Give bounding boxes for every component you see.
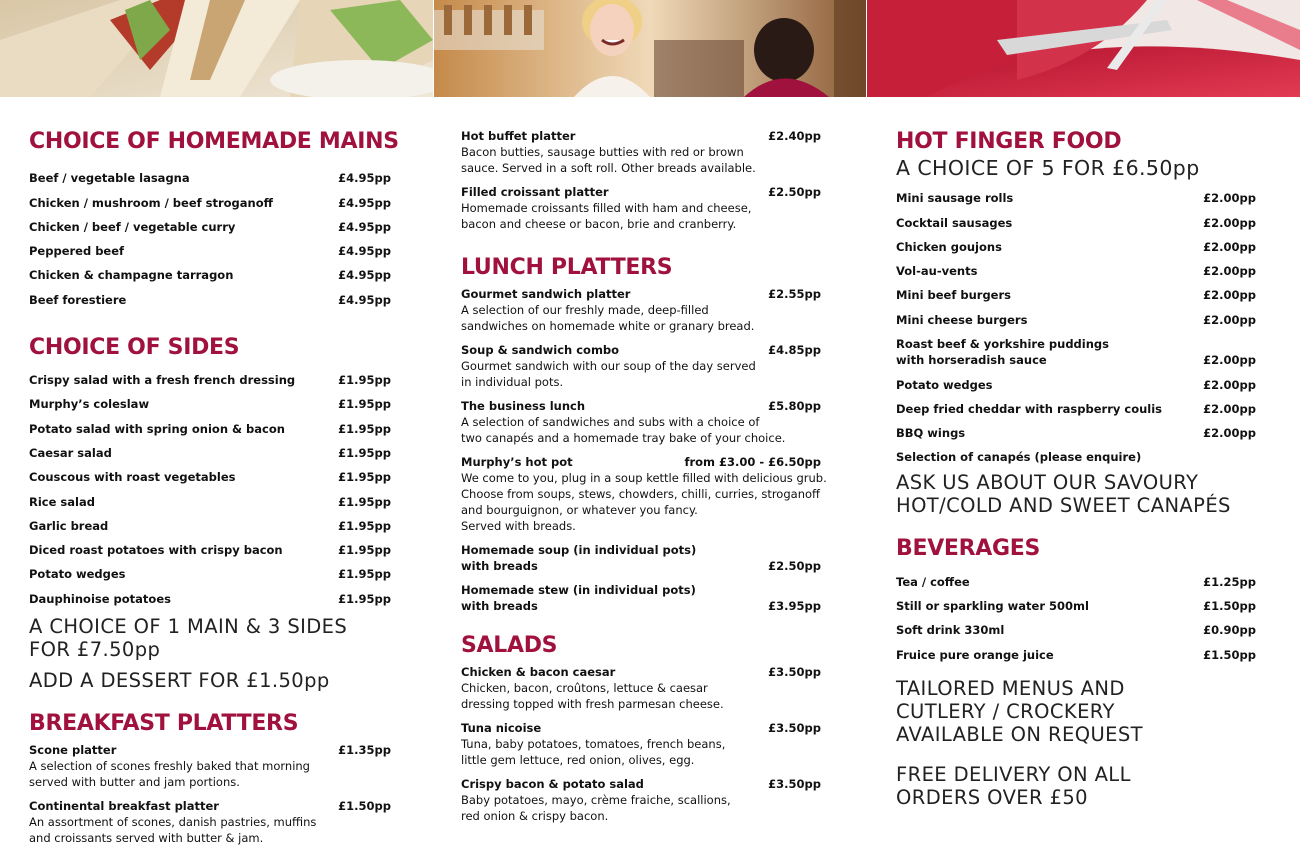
list-item: Chicken / beef / vegetable curry £4.95pp [29,219,391,234]
list-item: Potato wedges £2.00pp [896,377,1256,392]
menu-item: Soup & sandwich combo £4.85pp Gourmet sandwich with our soup of the day served in individual pots. [461,343,821,389]
list-item: Potato wedges £1.95pp [29,567,391,582]
list-item: Mini cheese burgers £2.00pp [896,312,1256,327]
list-item: Selection of canapés (please enquire) [896,450,1142,465]
menu-item: Tuna nicoise £3.50pp Tuna, baby potatoes, tomatoes, french beans, little gem lettuce, red onion, olives, egg. [461,721,821,767]
free-delivery-note: FREE DELIVERY ON ALL ORDERS OVER £50 [896,762,1131,809]
menu-item: Chicken & bacon caesar £3.50pp Chicken, bacon, croûtons, lettuce & caesar dressing topped with fresh parmesan cheese. [461,665,821,711]
list-item: Rice salad £1.95pp [29,494,391,509]
list-item: Mini sausage rolls £2.00pp [896,191,1256,206]
list-item: Still or sparkling water 500ml £1.50pp [896,599,1256,614]
list-item: Dauphinoise potatoes £1.95pp [29,591,391,606]
breakfast-list [29,742,391,846]
list-item: Chicken & champagne tarragon £4.95pp [29,268,391,283]
list-item: Garlic bread £1.95pp [29,518,391,533]
list-item: Crispy salad with a fresh french dressing £1.95pp [29,373,391,388]
column-left [29,120,399,846]
column-right [896,120,1256,809]
menu-item: The business lunch £5.80pp A selection of sandwiches and subs with a choice of two canapés and a homemade tray bake of your choice. [461,399,821,445]
mains-list [29,162,391,308]
canapes-offer: ASK US ABOUT OUR SAVOURY HOT/COLD AND SWEET CANAPÉS [896,471,1231,518]
list-item: Caesar salad £1.95pp [29,445,391,460]
lunch-heading: LUNCH PLATTERS [461,255,673,280]
server-photo [434,0,866,97]
breakfast-heading: BREAKFAST PLATTERS [29,710,299,736]
menu-item: Gourmet sandwich platter £2.55pp A selection of our freshly made, deep-filled sandwiches on homemade white or granary bread. [461,287,821,333]
sides-heading: CHOICE OF SIDES [29,334,240,360]
dessert-offer: ADD A DESSERT FOR £1.50pp [29,668,330,692]
column-middle [461,128,837,824]
list-item: Cocktail sausages £2.00pp [896,215,1256,230]
menu-item: Scone platter £1.35pp A selection of scones freshly baked that morning served with butter and jam portions. [29,742,391,789]
finger-food-heading: HOT FINGER FOOD [896,129,1122,154]
finger-food-subtitle: A CHOICE OF 5 FOR £6.50pp [896,156,1200,180]
tailored-menus-note: TAILORED MENUS AND CUTLERY / CROCKERY AVAILABLE ON REQUEST [896,676,1143,746]
red-napkin-fork-photo [867,0,1300,97]
mains-heading: CHOICE OF HOMEMADE MAINS [29,129,399,154]
list-item: Murphy’s coleslaw £1.95pp [29,397,391,412]
lunch-list [461,286,837,622]
list-item: Tea / coffee £1.25pp [896,574,1256,589]
finger-food-list [896,182,1256,465]
combo-offer: A CHOICE OF 1 MAIN & 3 SIDES FOR £7.50pp [29,614,348,661]
menu-item: Filled croissant platter £2.50pp Homemade croissants filled with ham and cheese, bacon and cheese or bacon, brie and cranberry. [461,185,821,231]
list-item: Vol-au-vents £2.00pp [896,264,1256,279]
list-item: Chicken / mushroom / beef stroganoff £4.95pp [29,195,391,210]
list-item: Deep fried cheddar with raspberry coulis £2.00pp [896,401,1256,416]
list-item: Beef / vegetable lasagna £4.95pp [29,171,391,186]
list-item: Couscous with roast vegetables £1.95pp [29,470,391,485]
list-item: Diced roast potatoes with crispy bacon £1.95pp [29,543,391,558]
list-item: Peppered beef £4.95pp [29,244,391,259]
sides-list [29,364,391,607]
list-item: Potato salad with spring onion & bacon £1.95pp [29,421,391,436]
list-item: Beef forestiere £4.95pp [29,292,391,307]
list-item: BBQ wings £2.00pp [896,426,1256,441]
menu-item: Homemade soup (in individual pots) with breads £2.50pp [461,543,821,573]
banner [0,0,1300,97]
menu-item: Homemade stew (in individual pots) with breads £3.95pp [461,583,821,613]
list-item: Chicken goujons £2.00pp [896,239,1256,254]
beverages-list [896,565,1256,662]
list-item: Soft drink 330ml £0.90pp [896,623,1256,638]
menu-item: Crispy bacon & potato salad £3.50pp Baby potatoes, mayo, crème fraiche, scallions, red onion & crispy bacon. [461,777,821,823]
salads-list [461,664,837,824]
sandwich-photo [0,0,433,97]
salads-heading: SALADS [461,633,558,658]
menu-item: Continental breakfast platter £1.50pp An assortment of scones, danish pastries, muffins and croissants served with butter & jam. [29,798,391,845]
list-item: Fruice pure orange juice £1.50pp [896,647,1256,662]
menu-item: Hot buffet platter £2.40pp Bacon butties, sausage butties with red or brown sauce. Served in a soft roll. Other breads available. [461,129,821,175]
beverages-heading: BEVERAGES [896,536,1041,562]
list-item: Mini beef burgers £2.00pp [896,288,1256,303]
menu-item: Murphy’s hot pot from £3.00 - £6.50pp We come to you, plug in a soup kettle filled with delicious grub. Choose from soups, stews, chowders, chilli, curries, stroganoff and bourguignon, or whatever you fancy. Served with breads. [461,455,827,533]
list-item: Roast beef & yorkshire puddings with horseradish sauce £2.00pp [896,337,1256,368]
